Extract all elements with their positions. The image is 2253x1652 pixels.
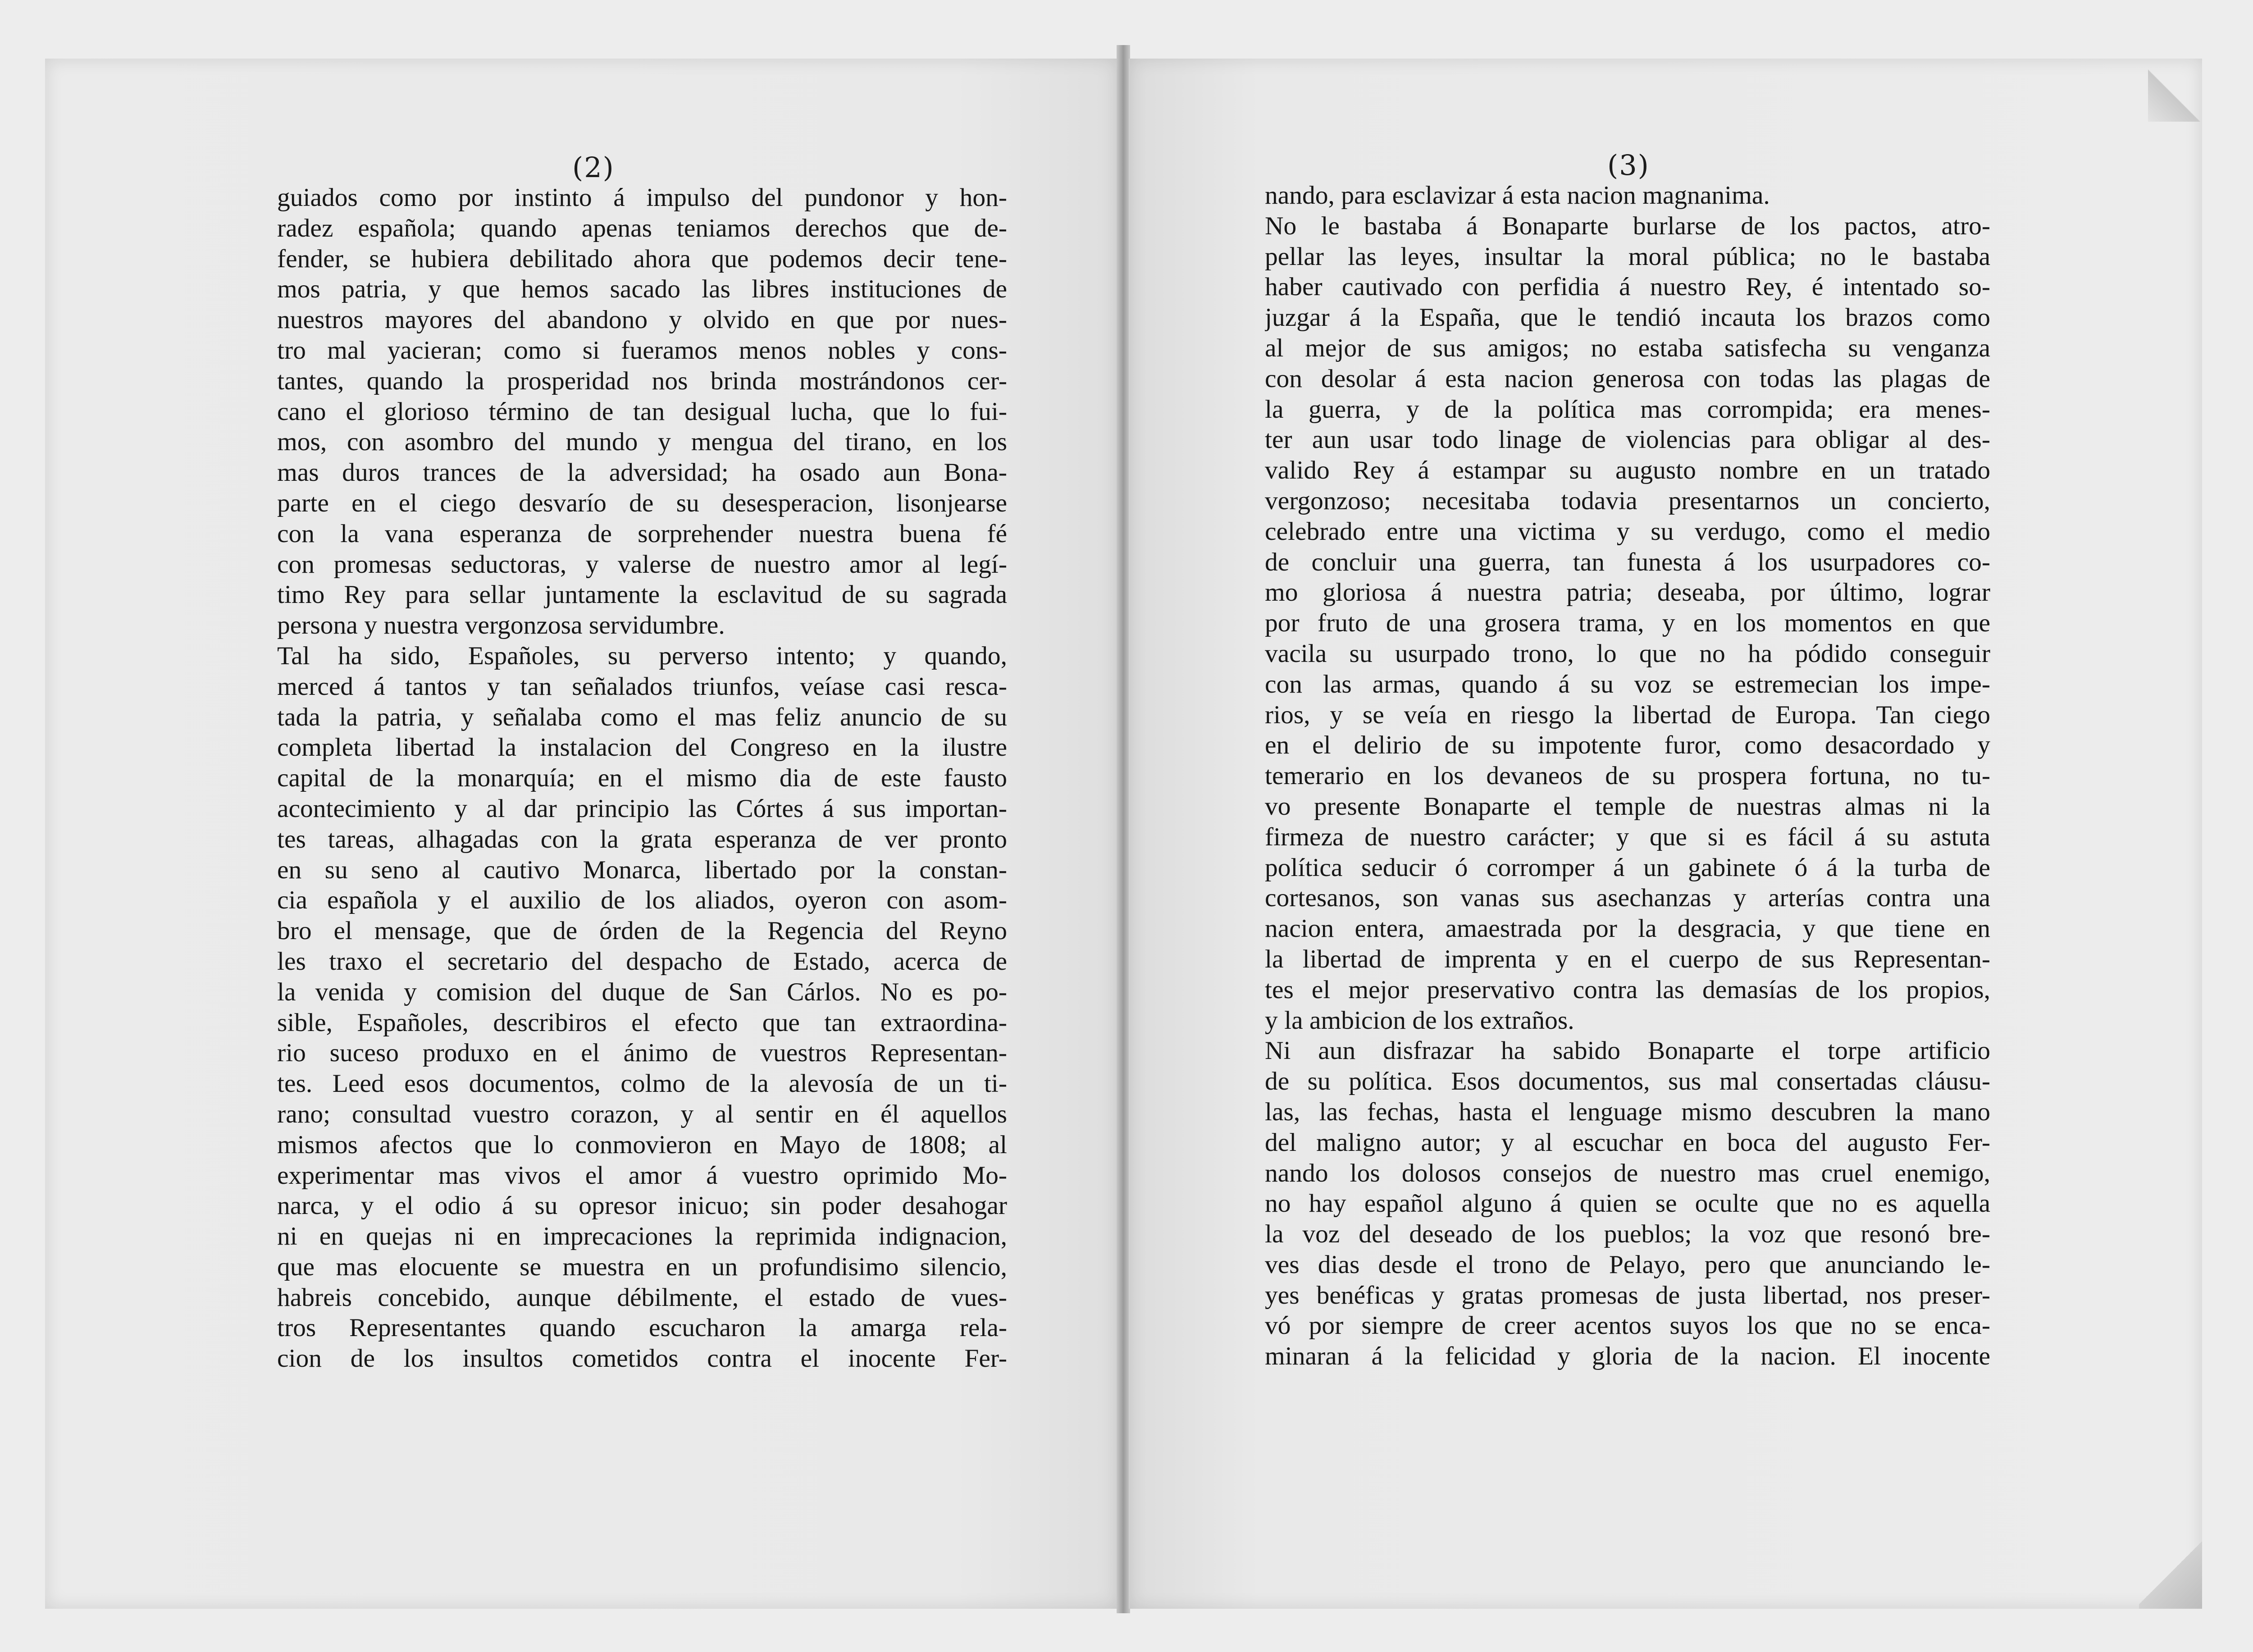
text-line: rio suceso produxo en el ánimo de vuestros Representan- [277,1039,1007,1068]
text-line: nuestros mayores del abandono y olvido en que por nues- [277,306,1007,334]
text-line: capital de la monarquía; en el mismo dia de este fausto [277,764,1007,793]
text-line: temerario en los devaneos de su prospera fortuna, no tu- [1265,762,1990,790]
text-line: mo gloriosa á nuestra patria; deseaba, por último, lograr [1265,578,1990,607]
text-line: sible, Españoles, describiros el efecto que tan extraordina- [277,1008,1007,1037]
text-line: al mejor de sus amigos; no estaba satisfecha su venganza [1265,333,1990,362]
text-line: en el delirio de su impotente furor, como desacordado y [1265,731,1990,760]
text-line: con desolar á esta nacion generosa con todas las plagas de [1265,364,1990,393]
text-line: vacila su usurpado trono, lo que no ha pódido conseguir [1265,639,1990,668]
text-line: nando los dolosos consejos de nuestro mas cruel enemigo, [1265,1159,1990,1187]
text-line: con la vana esperanza de sorprehender nuestra buena fé [277,519,1007,548]
page-number-left: (2) [572,151,615,184]
text-line: rano; consultad vuestro corazon, y al sentir en él aquellos [277,1100,1007,1128]
text-line: valido Rey á estampar su augusto nombre en un tratado [1265,456,1990,485]
text-line: ter aun usar todo linage de violencias para obligar al des- [1265,425,1990,454]
text-line: persona y nuestra vergonzosa servidumbre. [277,611,725,640]
page-number-right: (3) [1607,149,1650,182]
text-line: haber cautivado con perfidia á nuestro Rey, é intentado so- [1265,273,1990,301]
text-line: tes tareas, alhagadas con la grata esperanza de ver pronto [277,825,1007,853]
text-line: la libertad de imprenta y en el cuerpo de sus Representan- [1265,945,1990,973]
text-line: cano el glorioso término de tan desigual lucha, que lo fui- [277,397,1007,426]
text-line: las, las fechas, hasta el lenguage mismo descubren la mano [1265,1097,1990,1126]
text-line: ni en quejas ni en imprecaciones la reprimida indignacion, [277,1222,1007,1251]
text-line: celebrado entre una victima y su verdugo, como el medio [1265,517,1990,546]
text-line: del maligno autor; y al escuchar en boca del augusto Fer- [1265,1128,1990,1157]
left-page-text [277,183,1007,1374]
text-line: tada la patria, y señalaba como el mas feliz anuncio de su [277,703,1007,731]
text-line: que mas elocuente se muestra en un profundisimo silencio, [277,1252,1007,1281]
text-line: mos, con asombro del mundo y mengua del tirano, en los [277,428,1007,456]
text-line: firmeza de nuestro carácter; y que si es fácil á su astuta [1265,822,1990,851]
text-line: mismos afectos que lo conmovieron en Mayo de 1808; al [277,1130,1007,1159]
text-line: tes. Leed esos documentos, colmo de la alevosía de un ti- [277,1069,1007,1098]
text-line: tros Representantes quando escucharon la amarga rela- [277,1314,1007,1342]
text-line: de concluir una guerra, tan funesta á los usurpadores co- [1265,548,1990,576]
text-line: cion de los insultos cometidos contra el inocente Fer- [277,1344,1007,1373]
text-line: parte en el ciego desvarío de su desesperacion, lisonjearse [277,488,1007,517]
book-gutter [1117,45,1130,1613]
text-line: no hay español alguno á quien se oculte que no es aquella [1265,1189,1990,1218]
right-page [1129,59,2202,1609]
text-line: rios, y se veía en riesgo la libertad de Europa. Tan ciego [1265,700,1990,729]
text-line: la guerra, y de la política mas corrompida; era menes- [1265,395,1990,424]
text-line: narca, y el odio á su opresor inicuo; sin poder desahogar [277,1191,1007,1220]
text-line: habreis concebido, aunque débilmente, el estado de vues- [277,1283,1007,1312]
text-line: vó por siempre de creer acentos suyos los que no se enca- [1265,1311,1990,1340]
text-line: vo presente Bonaparte el temple de nuestras almas ni la [1265,792,1990,821]
text-line: les traxo el secretario del despacho de Estado, acerca de [277,947,1007,976]
text-line: ves dias desde el trono de Pelayo, pero que anunciando le- [1265,1250,1990,1279]
text-line: con las armas, quando á su voz se estremecian los impe- [1265,670,1990,698]
text-line: juzgar á la España, que le tendió incauta los brazos como [1265,303,1990,332]
page-corner-fold [2139,1537,2202,1609]
text-line: por fruto de una grosera trama, y en los momentos en que [1265,609,1990,638]
text-line: timo Rey para sellar juntamente la esclavitud de su sagrada [277,580,1007,609]
text-line: y la ambicion de los extraños. [1265,1006,1574,1035]
text-line: nando, para esclavizar á esta nacion magnanima. [1265,181,1770,210]
text-line: mos patria, y que hemos sacado las libres instituciones de [277,275,1007,304]
text-line: No le bastaba á Bonaparte burlarse de los pactos, atro- [1265,211,1990,240]
text-line: bro el mensage, que de órden de la Regencia del Reyno [277,917,1007,945]
text-line: acontecimiento y al dar principio las Córtes á sus importan- [277,794,1007,823]
text-line: vergonzoso; necesitaba todavia presentarnos un concierto, [1265,486,1990,515]
text-line: nacion entera, amaestrada por la desgracia, y que tiene en [1265,914,1990,943]
text-line: minaran á la felicidad y gloria de la nacion. El inocente [1265,1342,1990,1371]
left-page [45,59,1118,1609]
text-line: completa libertad la instalacion del Congreso en la ilustre [277,733,1007,762]
text-line: en su seno al cautivo Monarca, libertado por la constan- [277,855,1007,884]
text-line: de su política. Esos documentos, sus mal consertadas cláusu- [1265,1067,1990,1096]
text-line: tantes, quando la prosperidad nos brinda mostrándonos cer- [277,366,1007,395]
text-line: tro mal yacieran; como si fueramos menos nobles y cons- [277,336,1007,365]
text-line: fender, se hubiera debilitado ahora que podemos decir tene- [277,244,1007,273]
text-line: yes benéficas y gratas promesas de justa libertad, nos preser- [1265,1281,1990,1310]
text-line: mas duros trances de la adversidad; ha osado aun Bona- [277,458,1007,487]
page-corner-top [2148,59,2202,122]
text-line: tes el mejor preservativo contra las demasías de los propios, [1265,975,1990,1004]
text-line: política seducir ó corromper á un gabinete ó á la turba de [1265,853,1990,882]
text-line: pellar las leyes, insultar la moral pública; no le bastaba [1265,242,1990,271]
text-line: Ni aun disfrazar ha sabido Bonaparte el torpe artificio [1265,1036,1990,1065]
text-line: la venida y comision del duque de San Cárlos. No es po- [277,977,1007,1006]
text-line: cortesanos, son vanas sus asechanzas y arterías contra una [1265,884,1990,913]
text-line: con promesas seductoras, y valerse de nuestro amor al legí- [277,550,1007,579]
text-line: guiados como por instinto á impulso del pundonor y hon- [277,183,1007,212]
text-line: merced á tantos y tan señalados triunfos, veíase casi resca- [277,672,1007,701]
text-line: la voz del deseado de los pueblos; la voz que resonó bre- [1265,1220,1990,1249]
text-line: radez española; quando apenas teniamos derechos que de- [277,214,1007,242]
text-line: cia española y el auxilio de los aliados, oyeron con asom- [277,886,1007,915]
right-page-text [1265,180,1990,1372]
text-line: Tal ha sido, Españoles, su perverso intento; y quando, [277,641,1007,670]
text-line: experimentar mas vivos el amor á vuestro oprimido Mo- [277,1161,1007,1190]
